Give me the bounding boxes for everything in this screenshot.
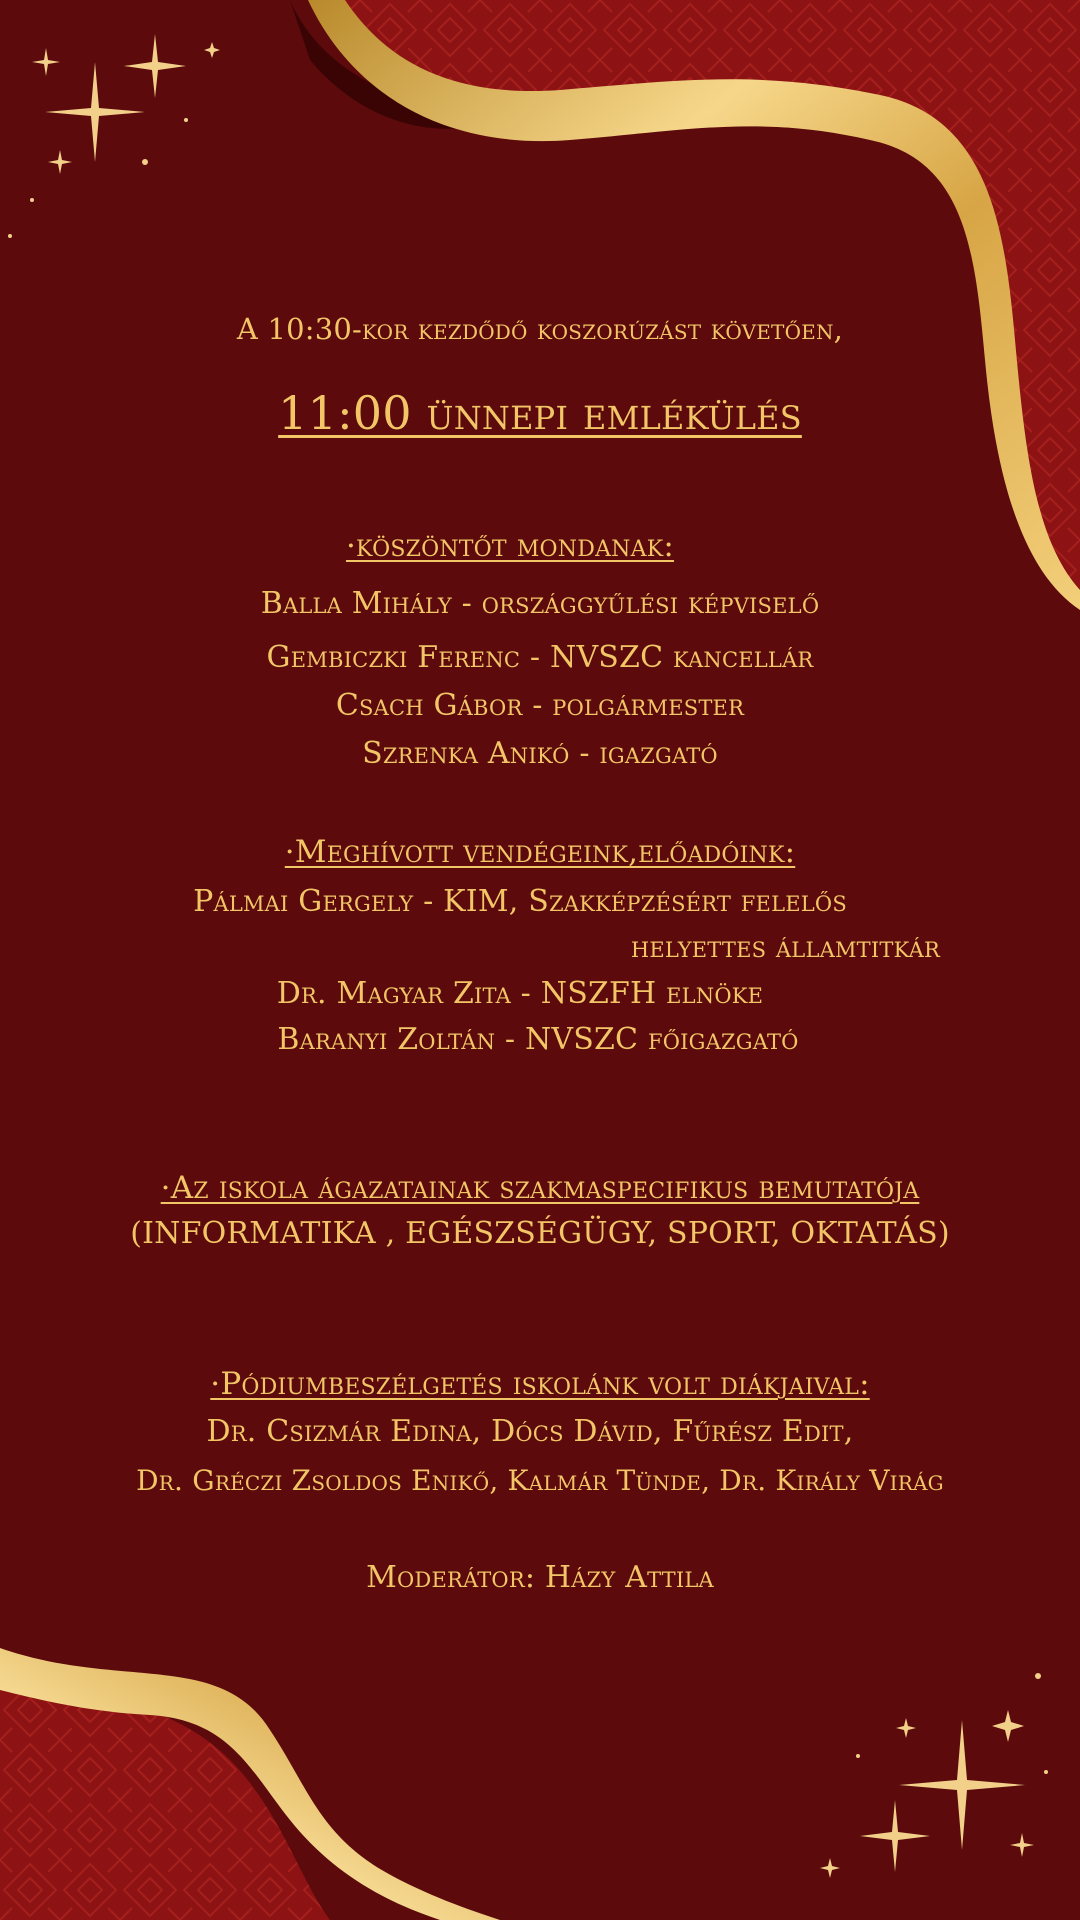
guest-item-1-line-2: helyettes államtitkár: [630, 930, 940, 965]
guest-item-2: Dr. Magyar Zita - NSZFH elnöke: [276, 976, 764, 1011]
welcome-heading: ·köszöntőt mondanak:: [346, 528, 674, 564]
guest-item-3: Baranyi Zoltán - NVSZC főigazgató: [277, 1022, 799, 1057]
panel-line-1: Dr. Csizmár Edina, Dócs Dávid, Fűrész Edit,: [206, 1414, 854, 1449]
guests-heading: ·Meghívott vendégeink,előadóink:: [284, 834, 796, 870]
sectors-list: (INFORMATIKA , EGÉSZSÉGÜGY, SPORT, OKTATÁS): [130, 1216, 950, 1251]
intro-text: A 10:30-kor kezdődő koszorúzást követően,: [236, 312, 844, 346]
welcome-item-2: Gembiczki Ferenc - NVSZC kancellár: [266, 640, 814, 675]
moderator: Moderátor: Házy Attila: [366, 1560, 714, 1595]
welcome-item-3: Csach Gábor - polgármester: [335, 688, 745, 723]
panel-line-2: Dr. Gréczi Zsoldos Enikő, Kalmár Tünde, Dr. Király Virág: [136, 1464, 944, 1497]
welcome-item-4: Szrenka Anikó - igazgató: [362, 736, 718, 771]
panel-heading: ·Pódiumbeszélgetés iskolánk volt diákjaival:: [210, 1366, 870, 1402]
sectors-heading: ·Az iskola ágazatainak szakmaspecifikus bemutatója: [160, 1170, 920, 1206]
main-title: 11:00 ünnepi emlékülés: [278, 386, 802, 440]
guest-item-1-line-1: Pálmai Gergely - KIM, Szakképzésért felelős: [193, 884, 847, 919]
welcome-item-1: Balla Mihály - országgyűlési képviselő: [260, 586, 820, 621]
